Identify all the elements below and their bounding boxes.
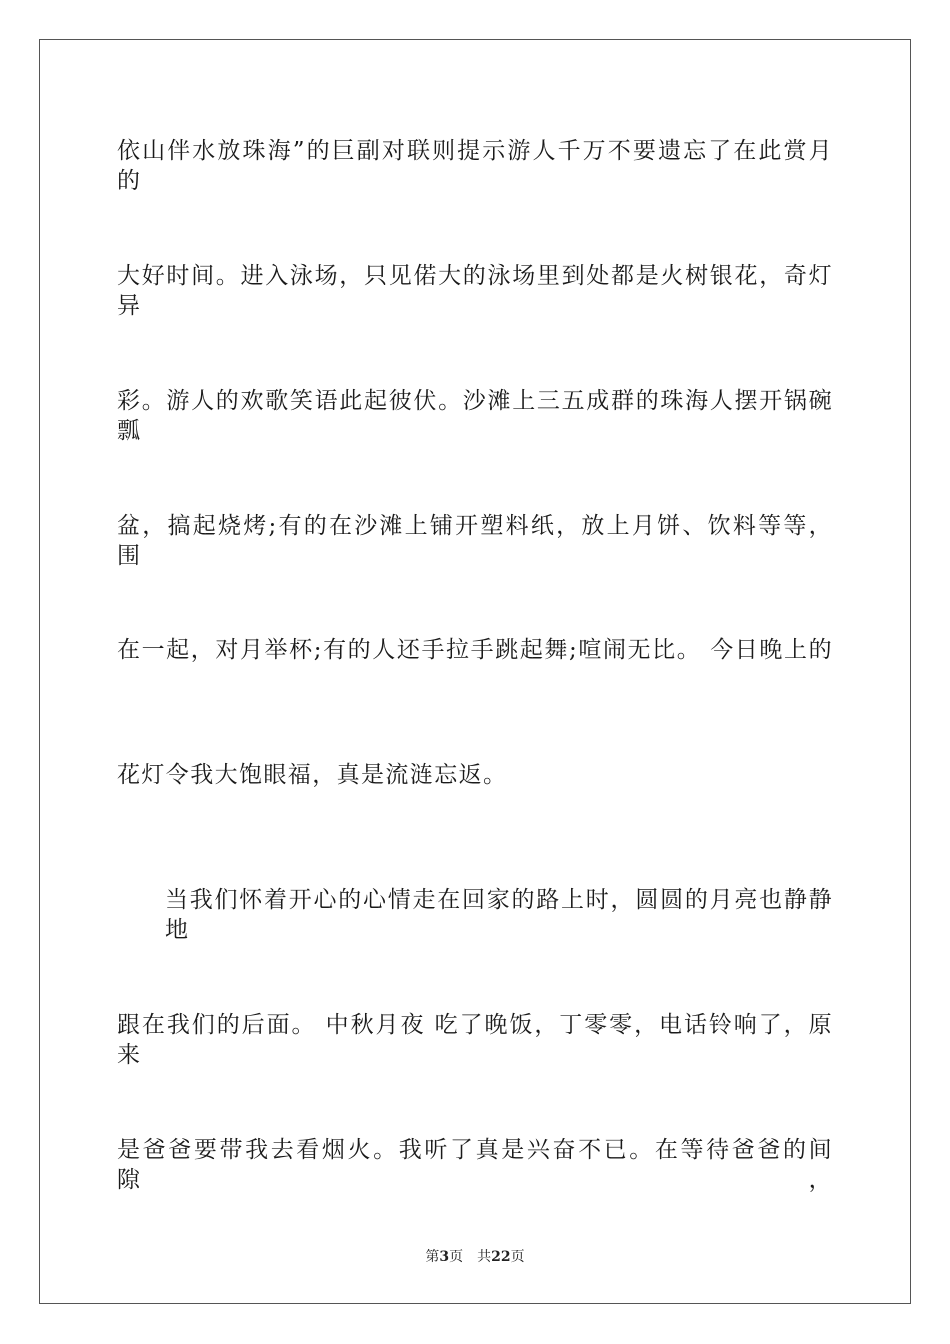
- current-page-number: 3: [439, 1249, 450, 1265]
- body-text-line-5: 在一起，对月举杯;有的人还手拉手跳起舞;喧闹无比。 今日晚上的: [117, 637, 833, 663]
- body-text-line-6: 花灯令我大饱眼福，真是流涟忘返。: [117, 762, 508, 788]
- body-text-line-1: 依山伴水放珠海”的巨副对联则提示游人千万不要遗忘了在此赏月的: [117, 138, 833, 194]
- body-text-line-3: 彩。游人的欢歌笑语此起彼伏。沙滩上三五成群的珠海人摆开锅碗瓢: [117, 388, 833, 444]
- page-label-prefix: 第: [425, 1249, 440, 1265]
- body-text-line-4: 盆，搞起烧烤;有的在沙滩上铺开塑料纸，放上月饼、饮料等等，围: [117, 513, 833, 569]
- total-label-suffix: 页: [510, 1249, 525, 1265]
- body-text-line-9: 是爸爸要带我去看烟火。我听了真是兴奋不已。在等待爸爸的间隙，: [117, 1137, 833, 1193]
- total-pages-number: 22: [491, 1249, 511, 1265]
- body-text-line-2: 大好时间。进入泳场，只见偌大的泳场里到处都是火树银花，奇灯异: [117, 263, 833, 319]
- total-label-prefix: 共: [477, 1249, 492, 1265]
- page-label-suffix: 页: [449, 1249, 464, 1265]
- body-text-line-8: 跟在我们的后面。 中秋月夜 吃了晚饭，丁零零，电话铃响了，原来: [117, 1012, 833, 1068]
- page-border: [39, 39, 911, 1304]
- paragraph-first-line: 当我们怀着开心的心情走在回家的路上时，圆圆的月亮也静静地: [165, 887, 833, 943]
- page-footer: [0, 1248, 950, 1266]
